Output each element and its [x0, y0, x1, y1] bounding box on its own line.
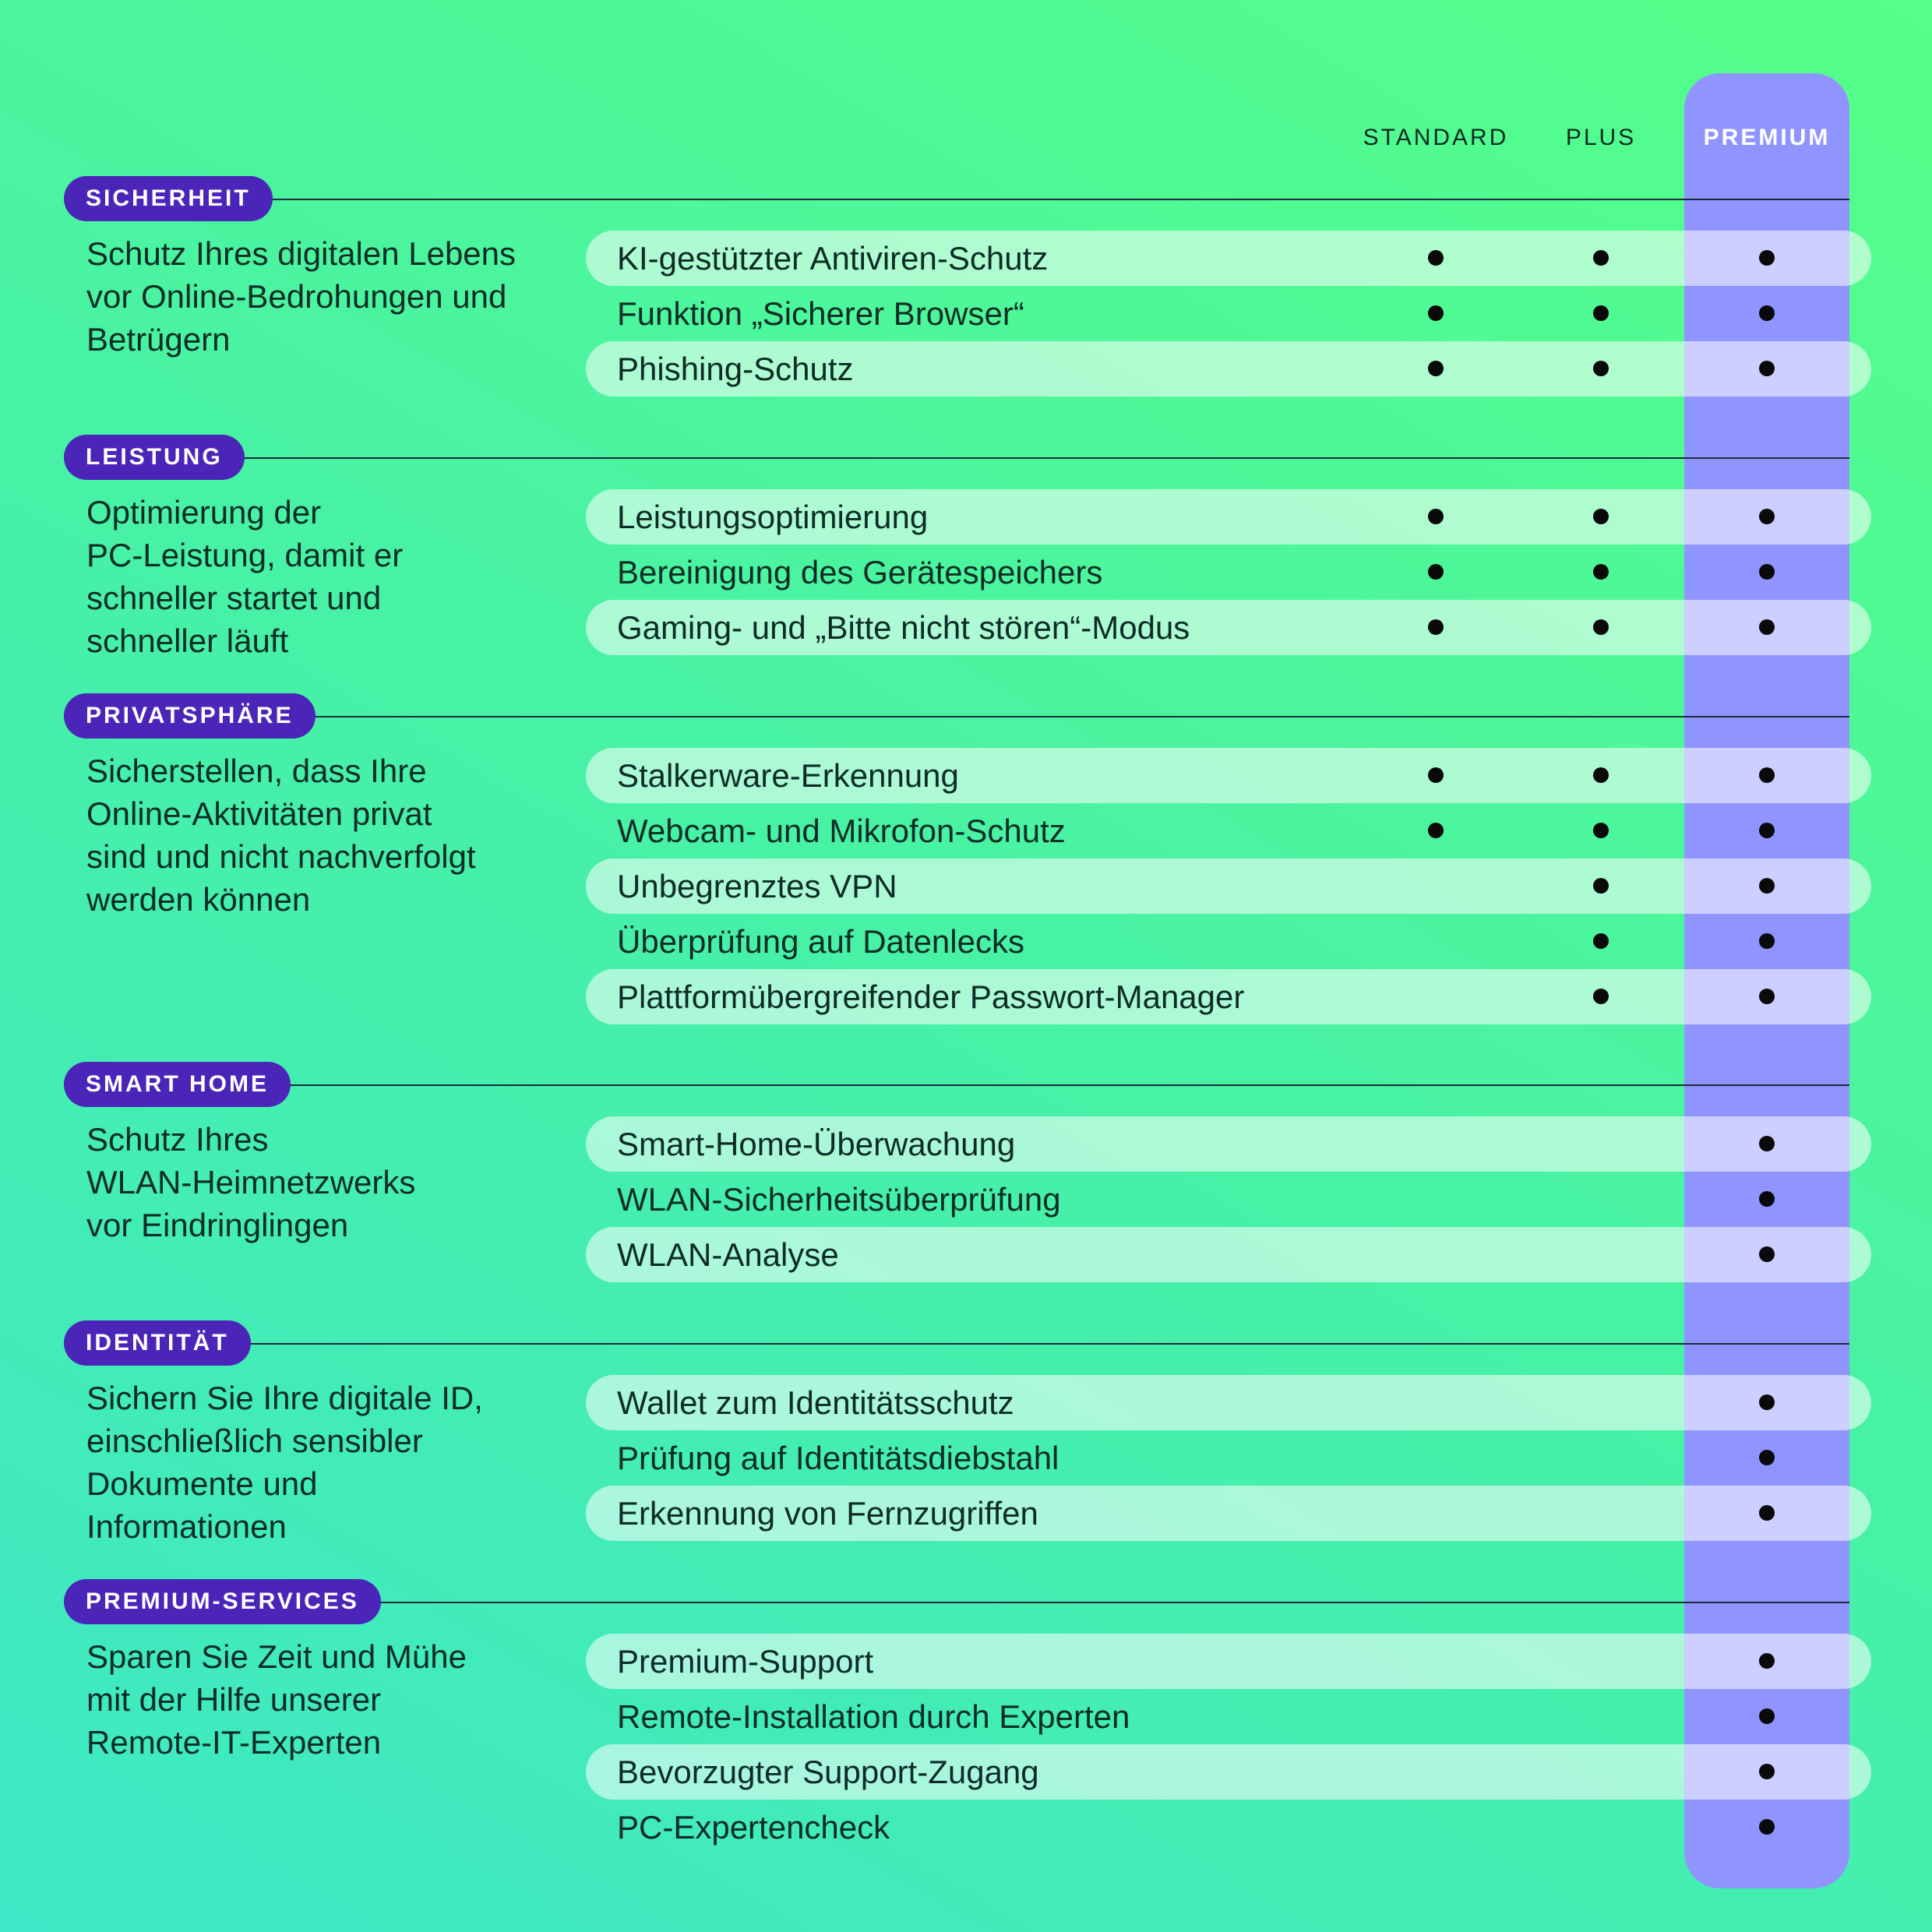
section-divider [234, 457, 1849, 459]
feature-row [586, 1744, 1871, 1800]
feature-row [586, 969, 1871, 1024]
included-dot-plus [1593, 509, 1609, 524]
included-dot-premium [1759, 305, 1775, 321]
included-dot-standard [1428, 361, 1444, 376]
included-dot-plus [1593, 989, 1609, 1004]
feature-label: Premium-Support [617, 1643, 874, 1680]
section-description-line: Schutz Ihres digitalen Lebens [86, 235, 516, 272]
feature-row [586, 858, 1871, 914]
feature-row [586, 1486, 1871, 1541]
included-dot-standard [1428, 564, 1444, 580]
section-description-line: werden können [86, 881, 311, 918]
section-divider [234, 1602, 1849, 1603]
included-dot-plus [1593, 361, 1609, 376]
section-description [86, 1377, 569, 1548]
section-description [86, 232, 569, 361]
included-dot-plus [1593, 305, 1609, 321]
section-description-line: Sicherstellen, dass Ihre [86, 753, 427, 789]
feature-label: KI-gestützter Antiviren-Schutz [617, 240, 1049, 277]
feature-label: Wallet zum Identitätsschutz [617, 1384, 1014, 1421]
feature-row [586, 1116, 1871, 1172]
section-description-line: schneller startet und [86, 580, 382, 616]
included-dot-premium [1759, 250, 1775, 266]
plan-header-standard: STANDARD [1363, 125, 1509, 150]
included-dot-premium [1759, 1764, 1775, 1779]
feature-label: Gaming- und „Bitte nicht stören“-Modus [617, 609, 1190, 646]
section-description-line: Online-Aktivitäten privat [86, 795, 432, 832]
feature-row [586, 748, 1871, 803]
included-dot-premium [1759, 1653, 1775, 1669]
feature-label: Remote-Installation durch Experten [617, 1698, 1130, 1735]
feature-row [586, 1430, 1871, 1486]
feature-label: Bereinigung des Gerätespeichers [617, 554, 1103, 591]
section-description-line: Sparen Sie Zeit und Mühe [86, 1638, 467, 1675]
included-dot-premium [1759, 1505, 1775, 1521]
section-pill: SICHERHEIT [64, 176, 273, 221]
feature-label: WLAN-Sicherheitsüberprüfung [617, 1181, 1061, 1218]
included-dot-standard [1428, 823, 1444, 838]
section-description-line: mit der Hilfe unserer [86, 1681, 382, 1718]
section-description [86, 491, 569, 662]
included-dot-plus [1593, 564, 1609, 580]
feature-label: Leistungsoptimierung [617, 499, 929, 535]
section-description-line: vor Eindringlingen [86, 1207, 349, 1243]
included-dot-plus [1593, 823, 1609, 838]
feature-row [586, 545, 1871, 600]
feature-label: PC-Expertencheck [617, 1809, 890, 1846]
feature-row [586, 1227, 1871, 1282]
section-divider [234, 1343, 1849, 1345]
included-dot-premium [1759, 933, 1775, 949]
feature-label: Erkennung von Fernzugriffen [617, 1495, 1038, 1532]
section-divider [234, 199, 1849, 200]
section-pill: LEISTUNG [64, 435, 245, 480]
included-dot-premium [1759, 1708, 1775, 1724]
section-description-line: Remote-IT-Experten [86, 1724, 382, 1761]
included-dot-standard [1428, 767, 1444, 783]
included-dot-plus [1593, 933, 1609, 949]
feature-label: Bevorzugter Support-Zugang [617, 1754, 1039, 1790]
feature-label: Überprüfung auf Datenlecks [617, 923, 1024, 960]
section-description-line: sind und nicht nachverfolgt [86, 838, 476, 875]
section-description [86, 1118, 569, 1246]
feature-row [586, 286, 1871, 341]
included-dot-premium [1759, 619, 1775, 635]
section-description-line: einschließlich sensibler [86, 1423, 423, 1459]
feature-row [586, 489, 1871, 545]
feature-label: Stalkerware-Erkennung [617, 757, 959, 794]
included-dot-plus [1593, 250, 1609, 266]
included-dot-plus [1593, 767, 1609, 783]
included-dot-premium [1759, 1819, 1775, 1835]
included-dot-premium [1759, 823, 1775, 838]
included-dot-premium [1759, 1191, 1775, 1207]
included-dot-premium [1759, 989, 1775, 1004]
included-dot-plus [1593, 878, 1609, 894]
included-dot-premium [1759, 1136, 1775, 1151]
included-dot-premium [1759, 1450, 1775, 1465]
section-description-line: Optimierung der [86, 494, 322, 531]
included-dot-premium [1759, 509, 1775, 524]
section-description [86, 1635, 569, 1764]
included-dot-premium [1759, 878, 1775, 894]
section-pill: SMART HOME [64, 1062, 291, 1107]
feature-label: Funktion „Sicherer Browser“ [617, 295, 1024, 332]
feature-row [586, 1800, 1871, 1855]
feature-label: Prüfung auf Identitätsdiebstahl [617, 1440, 1059, 1476]
section-description-line: WLAN-Heimnetzwerks [86, 1164, 416, 1200]
section-description-line: Schutz Ihres [86, 1121, 269, 1158]
section-description-line: Dokumente und [86, 1465, 318, 1502]
feature-label: Webcam- und Mikrofon-Schutz [617, 813, 1066, 849]
feature-row [586, 341, 1871, 397]
section-pill: PRIVATSPHÄRE [64, 693, 316, 739]
included-dot-standard [1428, 619, 1444, 635]
section-pill: PREMIUM-SERVICES [64, 1579, 381, 1624]
included-dot-standard [1428, 305, 1444, 321]
section-description-line: Sichern Sie Ihre digitale ID, [86, 1380, 483, 1416]
included-dot-premium [1759, 1246, 1775, 1262]
section-divider [234, 1084, 1849, 1086]
section-pill: IDENTITÄT [64, 1320, 251, 1366]
included-dot-premium [1759, 361, 1775, 376]
feature-row [586, 914, 1871, 969]
section-description-line: vor Online-Bedrohungen und [86, 278, 507, 315]
feature-row [586, 1689, 1871, 1744]
feature-row [586, 1634, 1871, 1689]
plan-header-premium: PREMIUM [1703, 125, 1831, 150]
feature-row [586, 231, 1871, 286]
section-description-line: PC-Leistung, damit er [86, 537, 404, 573]
section-description [86, 749, 569, 921]
section-description-line: schneller läuft [86, 622, 289, 659]
included-dot-premium [1759, 564, 1775, 580]
feature-row [586, 803, 1871, 858]
feature-label: Plattformübergreifender Passwort-Manager [617, 978, 1245, 1015]
feature-label: WLAN-Analyse [617, 1236, 839, 1273]
feature-label: Phishing-Schutz [617, 351, 854, 387]
feature-label: Unbegrenztes VPN [617, 868, 897, 904]
included-dot-standard [1428, 250, 1444, 266]
plan-header-plus: PLUS [1565, 125, 1637, 150]
feature-label: Smart-Home-Überwachung [617, 1126, 1016, 1162]
included-dot-standard [1428, 509, 1444, 524]
included-dot-premium [1759, 1394, 1775, 1410]
section-divider [234, 716, 1849, 717]
feature-row [586, 1172, 1871, 1227]
included-dot-premium [1759, 767, 1775, 783]
included-dot-plus [1593, 619, 1609, 635]
feature-row [586, 1375, 1871, 1430]
section-description-line: Betrügern [86, 321, 231, 358]
section-description-line: Informationen [86, 1508, 287, 1545]
feature-row [586, 600, 1871, 655]
